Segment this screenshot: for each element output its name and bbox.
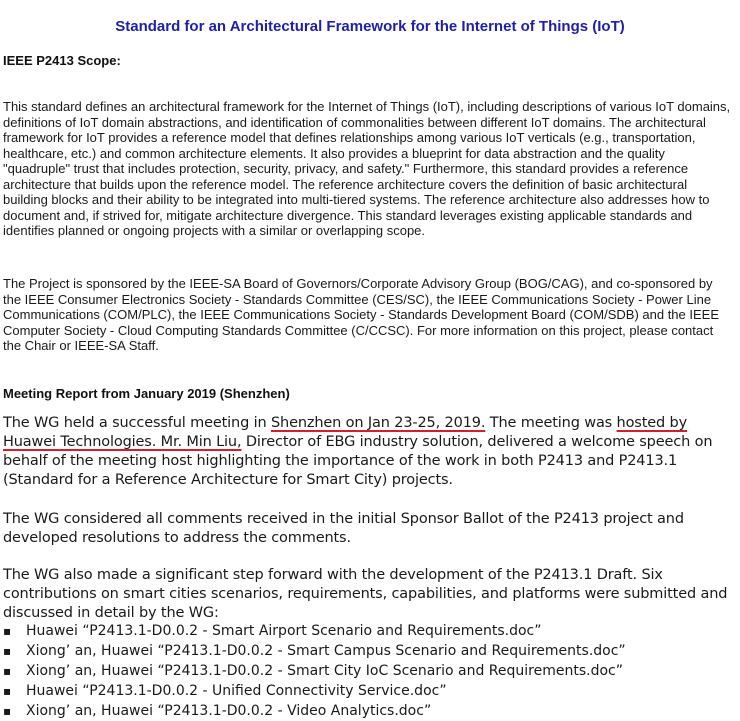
meeting-paragraph-3: The WG also made a significant step forward with the development of the P2413.1 Draft. Six contributions on smart cities scenarios, requirements, capabilities, and platforms were submitted and discussed in detail by the WG: [3, 567, 728, 621]
underlined-host: hosted by Huawei Technologies. Mr. Min Liu, [3, 415, 688, 450]
meeting-text: The WG held a successful meeting in [3, 415, 271, 431]
scope-heading: IEEE P2413 Scope: [3, 53, 121, 68]
meeting-heading: Meeting Report from January 2019 (Shenzhen) [3, 386, 290, 401]
meeting-text: The meeting was [485, 415, 617, 431]
list-item: ▪ Huawei “P2413.1-D0.0.2 - Unified Connectivity Service.doc” [3, 681, 733, 701]
list-item: ▪ Xiong’ an, Huawei “P2413.1-D0.0.2 - Smart Campus Scenario and Requirements.doc” [3, 641, 733, 661]
page-title: Standard for an Architectural Framework for the Internet of Things (IoT) [115, 18, 625, 35]
meeting-paragraph-1 [3, 414, 733, 490]
underlined-location-date: Shenzhen on Jan 23-25, 2019. [270, 415, 486, 431]
list-item: ▪ Xiong’ an, Huawei “P2413.1-D0.0.2 - Smart City IoC Scenario and Requirements.doc” [3, 661, 733, 681]
scope-paragraph: This standard defines an architectural framework for the Internet of Things (IoT), including descriptions of various IoT domains, definitions of IoT domain abstractions, and identification of commonalities between different IoT domains. The architectural framework for IoT provides a reference model that defines relationships among various IoT verticals (e.g., transportation, healthcare, etc.) and common architecture elements. It also provides a blueprint for data abstraction and the quality "quadruple" trust that includes protection, security, privacy, and safety." Furthermore, this standard provides a reference architecture that builds upon the reference model. The reference architecture covers the definition of basic architectural building blocks and their ability to be integrated into multi-tiered systems. The reference architecture also addresses how to document and, if strived for, mitigate architecture divergence. This standard leverages existing applicable standards and identifies planned or ongoing projects with a similar or overlapping scope. [3, 99, 731, 238]
meeting-paragraph-2: The WG considered all comments received in the initial Sponsor Ballot of the P2413 project and developed resolutions to address the comments. [3, 511, 684, 546]
meeting-text: Director of EBG industry solution, delivered a welcome speech on behalf of the meeting host highlighting the importance of the work in both P2413 and P2413.1 (Standard for a Reference Architecture for Smart City) projects. [3, 434, 713, 488]
contribution-list [3, 621, 733, 721]
sponsor-paragraph: The Project is sponsored by the IEEE-SA Board of Governors/Corporate Advisory Group (BOG/CAG), and co-sponsored by the IEEE Consumer Electronics Society - Standards Committee (CES/SC), the IEEE Communications Society - Power Line Communications (COM/PLC), the IEEE Communications Society - Standards Development Board (COM/SDB) and the IEEE Computer Society - Cloud Computing Standards Committee (C/CCSC). For more information on this project, please contact the Chair or IEEE-SA Staff. [3, 276, 720, 353]
list-item: ▪ Huawei “P2413.1-D0.0.2 - Smart Airport Scenario and Requirements.doc” [3, 621, 733, 641]
list-item: ▪ Xiong’ an, Huawei “P2413.1-D0.0.2 - Video Analytics.doc” [3, 701, 733, 721]
